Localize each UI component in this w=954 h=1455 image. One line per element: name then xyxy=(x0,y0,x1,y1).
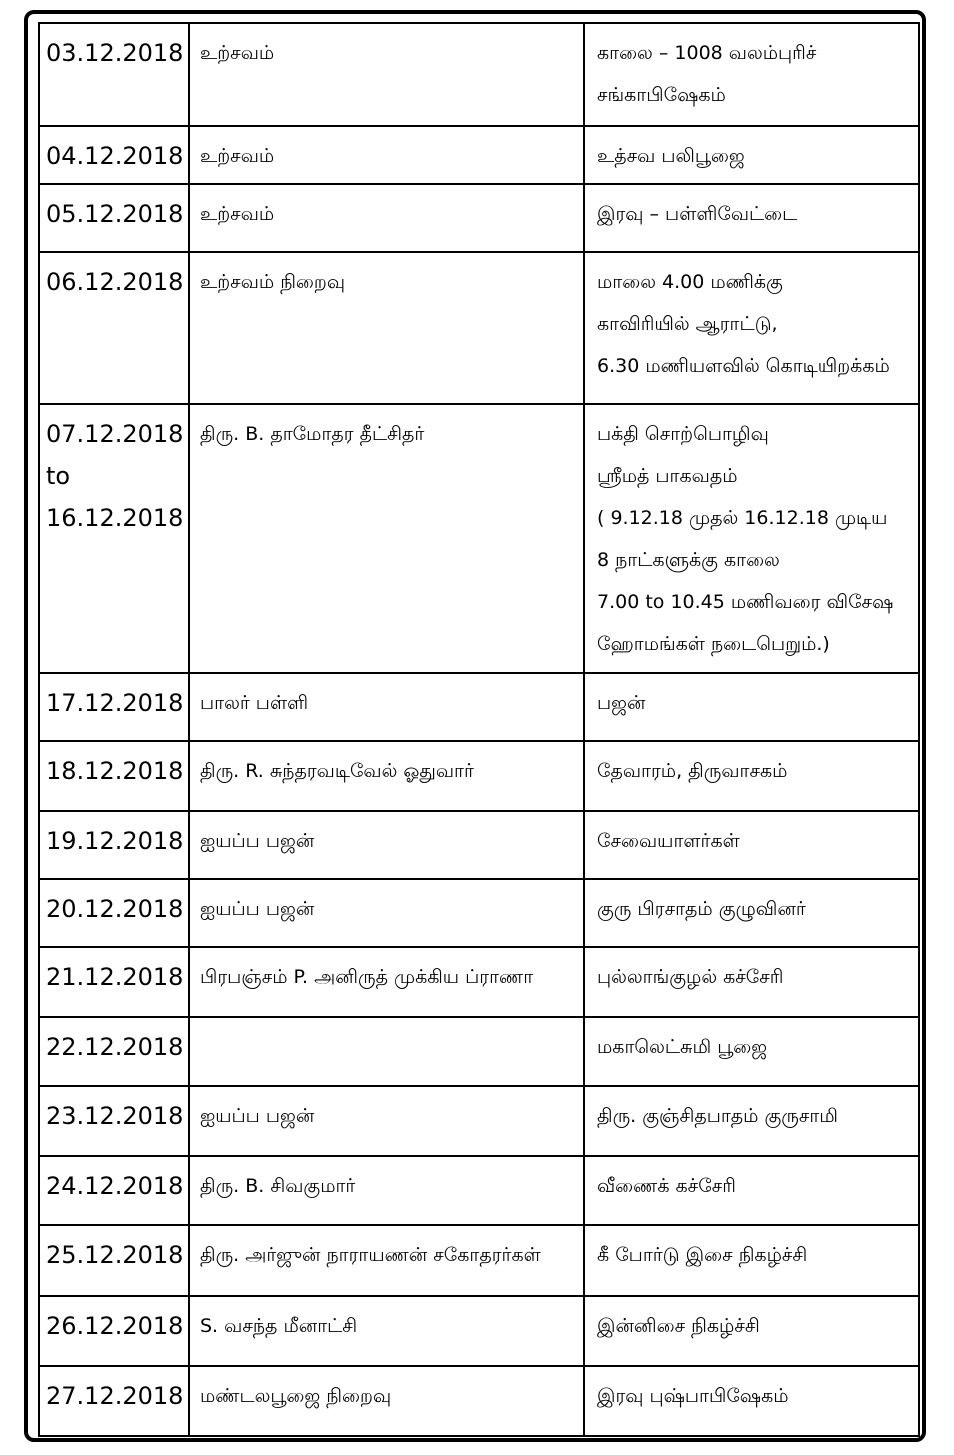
performer-cell xyxy=(189,673,584,741)
performer-text: பாலர் பள்ளி xyxy=(200,692,309,714)
event-text: இன்னிசை நிகழ்ச்சி xyxy=(597,1315,760,1337)
date-cell xyxy=(39,404,189,673)
date-text: 04.12.2018 xyxy=(46,142,184,170)
event-cell xyxy=(584,252,919,404)
performer-text: திரு. B. சிவகுமார் xyxy=(200,1175,356,1197)
date-text: 18.12.2018 xyxy=(46,757,184,785)
event-text: இரவு – பள்ளிவேட்டை xyxy=(597,203,798,225)
event-cell xyxy=(584,404,919,673)
table-row xyxy=(39,1017,919,1086)
performer-cell xyxy=(189,741,584,811)
date-text: 20.12.2018 xyxy=(46,895,184,923)
performer-cell xyxy=(189,879,584,947)
event-text: காவிரியில் ஆராட்டு, xyxy=(597,313,778,335)
date-cell xyxy=(39,1366,189,1436)
schedule-body xyxy=(39,23,919,1436)
event-cell xyxy=(584,741,919,811)
date-cell xyxy=(39,947,189,1017)
performer-text: திரு. B. தாமோதர தீட்சிதர் xyxy=(200,423,425,445)
performer-text: மண்டலபூஜை நிறைவு xyxy=(200,1385,392,1407)
date-cell xyxy=(39,184,189,252)
event-cell xyxy=(584,23,919,126)
table-row xyxy=(39,1156,919,1225)
event-cell xyxy=(584,1156,919,1225)
table-row xyxy=(39,879,919,947)
date-cell xyxy=(39,1156,189,1225)
performer-text: ஐயப்ப பஜன் xyxy=(200,1105,315,1127)
event-cell xyxy=(584,811,919,879)
performer-cell xyxy=(189,1086,584,1156)
event-text: உத்சவ பலிபூஜை xyxy=(597,145,745,167)
performer-cell xyxy=(189,1156,584,1225)
performer-text: பிரபஞ்சம் P. அனிருத் முக்கிய ப்ராணா xyxy=(200,966,534,988)
event-text: இரவு புஷ்பாபிஷேகம் xyxy=(597,1385,789,1407)
event-cell xyxy=(584,184,919,252)
performer-cell xyxy=(189,1296,584,1366)
date-text: 23.12.2018 xyxy=(46,1102,184,1130)
date-text: 22.12.2018 xyxy=(46,1033,184,1061)
table-row xyxy=(39,1366,919,1436)
date-cell xyxy=(39,811,189,879)
date-cell xyxy=(39,1225,189,1296)
event-text: பஜன் xyxy=(597,692,646,714)
event-text: வீணைக் கச்சேரி xyxy=(597,1175,736,1197)
event-text: புல்லாங்குழல் கச்சேரி xyxy=(597,966,784,988)
date-cell xyxy=(39,673,189,741)
performer-text: S. வசந்த மீனாட்சி xyxy=(200,1315,358,1337)
performer-cell xyxy=(189,184,584,252)
performer-text: திரு. அர்ஜுன் நாராயணன் சகோதரர்கள் xyxy=(200,1244,541,1266)
performer-text: உற்சவம் xyxy=(200,145,275,167)
date-text: 26.12.2018 xyxy=(46,1312,184,1340)
event-text: 6.30 மணியளவில் கொடியிறக்கம் xyxy=(597,355,890,377)
date-text: 27.12.2018 xyxy=(46,1382,184,1410)
date-text: 06.12.2018 xyxy=(46,268,184,296)
event-cell xyxy=(584,1086,919,1156)
table-row xyxy=(39,1086,919,1156)
table-row xyxy=(39,404,919,673)
event-text: குரு பிரசாதம் குழுவினர் xyxy=(597,898,806,920)
table-row xyxy=(39,1225,919,1296)
performer-cell xyxy=(189,1366,584,1436)
event-text: ( 9.12.18 முதல் 16.12.18 முடிய xyxy=(597,507,888,529)
table-row xyxy=(39,252,919,404)
date-cell xyxy=(39,252,189,404)
date-cell xyxy=(39,23,189,126)
date-cell xyxy=(39,1296,189,1366)
performer-cell xyxy=(189,252,584,404)
event-text: மகாலெட்சுமி பூஜை xyxy=(597,1036,768,1058)
performer-cell xyxy=(189,811,584,879)
table-row xyxy=(39,811,919,879)
event-text: பக்தி சொற்பொழிவு xyxy=(597,423,769,445)
event-text: சேவையாளர்கள் xyxy=(597,830,740,852)
table-row xyxy=(39,741,919,811)
table-row xyxy=(39,184,919,252)
performer-cell xyxy=(189,126,584,184)
event-text: ஹோமங்கள் நடைபெறும்.) xyxy=(597,633,830,655)
event-text: மாலை 4.00 மணிக்கு xyxy=(597,271,783,293)
performer-text: திரு. R. சுந்தரவடிவேல் ஓதுவார் xyxy=(200,760,474,782)
event-text: கீ போர்டு இசை நிகழ்ச்சி xyxy=(597,1244,808,1266)
date-text: 07.12.2018 xyxy=(46,420,184,448)
performer-cell xyxy=(189,947,584,1017)
performer-cell xyxy=(189,404,584,673)
event-text: தேவாரம், திருவாசகம் xyxy=(597,760,788,782)
event-cell xyxy=(584,126,919,184)
date-text: 03.12.2018 xyxy=(46,39,184,67)
event-cell xyxy=(584,1225,919,1296)
table-row xyxy=(39,1296,919,1366)
date-cell xyxy=(39,879,189,947)
event-cell xyxy=(584,1366,919,1436)
event-text: திரு. குஞ்சிதபாதம் குருசாமி xyxy=(597,1105,838,1127)
table-row xyxy=(39,947,919,1017)
performer-text: ஐயப்ப பஜன் xyxy=(200,830,315,852)
date-text: 17.12.2018 xyxy=(46,689,184,717)
schedule-table xyxy=(38,22,920,1437)
date-cell xyxy=(39,1017,189,1086)
performer-cell xyxy=(189,1017,584,1086)
performer-cell xyxy=(189,23,584,126)
event-text: 7.00 to 10.45 மணிவரை விசேஷ xyxy=(597,591,894,613)
date-text: 16.12.2018 xyxy=(46,504,184,532)
performer-text: உற்சவம் xyxy=(200,203,275,225)
date-text: to xyxy=(46,462,71,490)
table-row xyxy=(39,673,919,741)
date-text: 24.12.2018 xyxy=(46,1172,184,1200)
performer-text: ஐயப்ப பஜன் xyxy=(200,898,315,920)
date-text: 21.12.2018 xyxy=(46,963,184,991)
date-cell xyxy=(39,741,189,811)
performer-text: உற்சவம் xyxy=(200,42,275,64)
performer-cell xyxy=(189,1225,584,1296)
date-cell xyxy=(39,126,189,184)
event-cell xyxy=(584,879,919,947)
performer-text: உற்சவம் நிறைவு xyxy=(200,271,346,293)
event-cell xyxy=(584,947,919,1017)
date-text: 05.12.2018 xyxy=(46,200,184,228)
event-text: காலை – 1008 வலம்புரிச் xyxy=(597,42,817,64)
event-cell xyxy=(584,1296,919,1366)
date-text: 19.12.2018 xyxy=(46,827,184,855)
table-row xyxy=(39,23,919,126)
event-text: 8 நாட்களுக்கு காலை xyxy=(597,549,780,571)
event-cell xyxy=(584,673,919,741)
event-text: சங்காபிஷேகம் xyxy=(597,84,726,106)
table-row xyxy=(39,126,919,184)
date-cell xyxy=(39,1086,189,1156)
event-text: ஸ்ரீமத் பாகவதம் xyxy=(597,465,738,487)
date-text: 25.12.2018 xyxy=(46,1241,184,1269)
event-cell xyxy=(584,1017,919,1086)
